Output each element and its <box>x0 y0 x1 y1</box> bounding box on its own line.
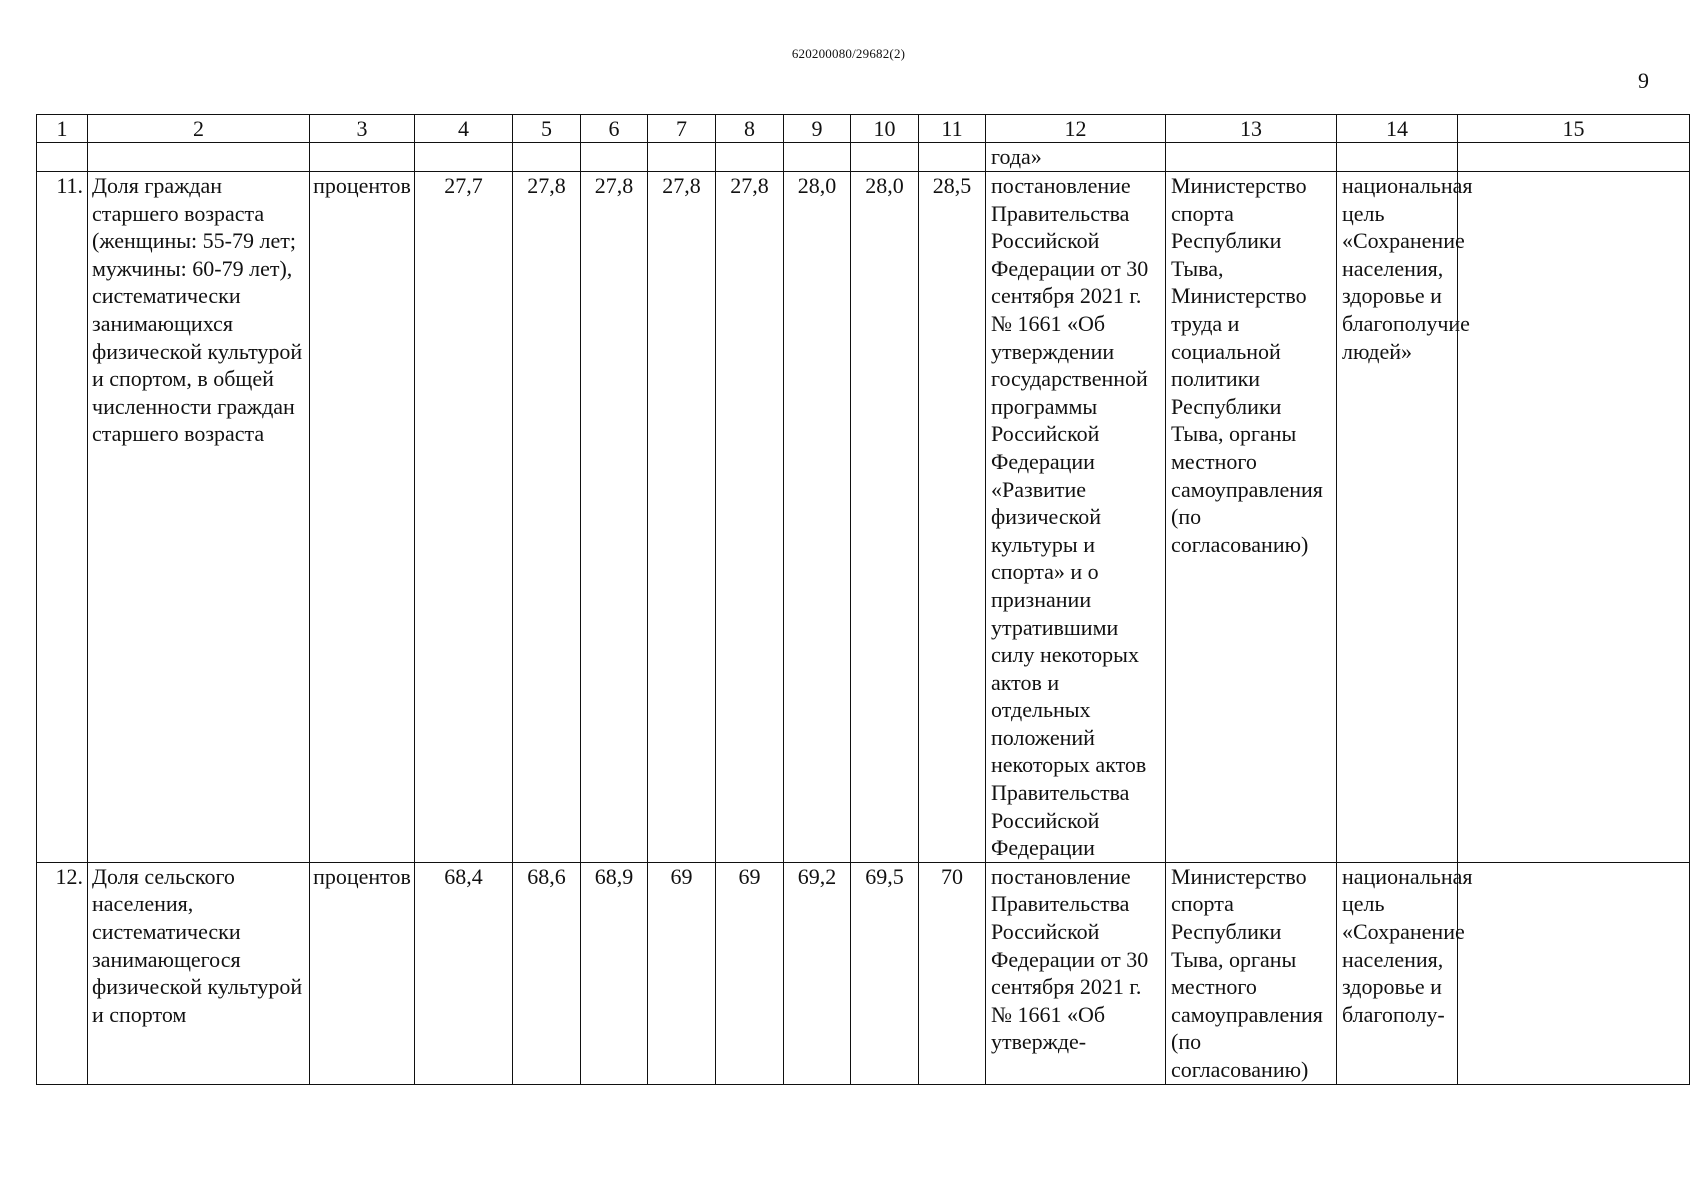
table-row <box>37 862 1690 1084</box>
table-cell <box>648 143 716 172</box>
column-header: 3 <box>310 115 415 143</box>
column-header: 8 <box>716 115 784 143</box>
table-cell <box>513 143 581 172</box>
column-header: 4 <box>415 115 513 143</box>
page-number: 9 <box>1638 68 1649 93</box>
national-goal: национальная цель «Сохранение населения, здоровье и благополучие людей» <box>1337 172 1458 863</box>
value-cell: 68,4 <box>415 862 513 1084</box>
table-cell <box>310 143 415 172</box>
column-header: 12 <box>986 115 1166 143</box>
value-cell: 68,6 <box>513 862 581 1084</box>
column-header: 10 <box>851 115 919 143</box>
responsible-executors: Министерство спорта Республики Тыва, Министерство труда и социальной политики Республики Тыва, органы местного самоуправления (по согласованию) <box>1166 172 1337 863</box>
table-cell <box>1458 143 1690 172</box>
table-row <box>37 172 1690 863</box>
national-goal: национальная цель «Сохранение населения, здоровье и благополу- <box>1337 862 1458 1084</box>
indicators-table <box>36 114 1690 1085</box>
indicator-name: Доля сельского населения, систематически занимающегося физической культурой и спортом <box>88 862 310 1084</box>
value-cell: 69,5 <box>851 862 919 1084</box>
value-cell: 69 <box>716 862 784 1084</box>
row-number: 11. <box>37 172 88 863</box>
document-code: 620200080/29682(2) <box>791 46 906 61</box>
row-number: 12. <box>37 862 88 1084</box>
table-cell <box>1458 862 1690 1084</box>
basis-document: постановление Правительства Российской Федерации от 30 сентября 2021 г. № 1661 «Об утверждении государственной программы Российской Федерации «Развитие физической культуры и спорта» и о признании утратившими силу некоторых актов и отдельных положений некоторых актов Правительства Российской Федерации <box>986 172 1166 863</box>
column-header: 13 <box>1166 115 1337 143</box>
value-cell: 27,8 <box>513 172 581 863</box>
table-cell <box>1458 172 1690 863</box>
value-cell: 27,8 <box>581 172 648 863</box>
value-cell: 28,0 <box>784 172 851 863</box>
column-header: 6 <box>581 115 648 143</box>
unit-cell: процентов <box>310 172 415 863</box>
table-cell <box>37 143 88 172</box>
column-header: 7 <box>648 115 716 143</box>
column-header: 2 <box>88 115 310 143</box>
value-cell: 68,9 <box>581 862 648 1084</box>
value-cell: 27,8 <box>716 172 784 863</box>
value-cell: 69 <box>648 862 716 1084</box>
table-cell <box>415 143 513 172</box>
column-header: 15 <box>1458 115 1690 143</box>
table-cell <box>1166 143 1337 172</box>
responsible-executors: Министерство спорта Республики Тыва, органы местного самоуправления (по согласованию) <box>1166 862 1337 1084</box>
continuation-row <box>37 143 1690 172</box>
column-header: 1 <box>37 115 88 143</box>
column-header: 5 <box>513 115 581 143</box>
value-cell: 27,7 <box>415 172 513 863</box>
value-cell: 28,5 <box>919 172 986 863</box>
unit-cell: процентов <box>310 862 415 1084</box>
value-cell: 69,2 <box>784 862 851 1084</box>
basis-continuation: года» <box>986 143 1166 172</box>
value-cell: 70 <box>919 862 986 1084</box>
value-cell: 28,0 <box>851 172 919 863</box>
indicator-name: Доля граждан старшего возраста (женщины: 55-79 лет; мужчины: 60-79 лет), систематически занимающихся физической культурой и спортом, в общей численности граждан старшего возраста <box>88 172 310 863</box>
table-cell <box>716 143 784 172</box>
basis-document: постановление Правительства Российской Федерации от 30 сентября 2021 г. № 1661 «Об утвержде- <box>986 862 1166 1084</box>
value-cell: 27,8 <box>648 172 716 863</box>
column-header: 14 <box>1337 115 1458 143</box>
table-cell <box>784 143 851 172</box>
table-cell <box>919 143 986 172</box>
table-cell <box>1337 143 1458 172</box>
column-number-header <box>37 115 1690 143</box>
column-header: 11 <box>919 115 986 143</box>
table-cell <box>581 143 648 172</box>
column-header: 9 <box>784 115 851 143</box>
table-cell <box>851 143 919 172</box>
table-cell <box>88 143 310 172</box>
